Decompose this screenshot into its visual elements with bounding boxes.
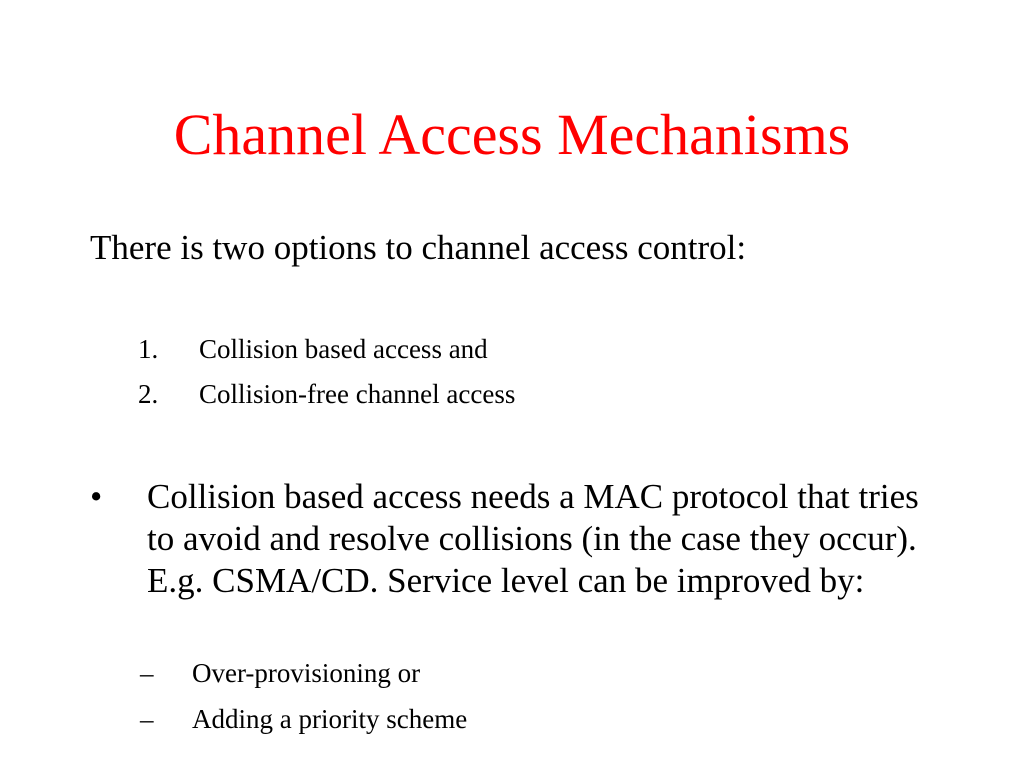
numbered-marker: 1. — [138, 334, 159, 364]
intro-text: There is two options to channel access control: — [90, 228, 747, 267]
dash-marker: – — [140, 658, 154, 688]
sub-item-1 — [140, 656, 740, 690]
bullet-text: Collision based access needs a MAC protocol that tries to avoid and resolve collisions (in the case they occur). E.g. CSMA/CD. Service level can be improved by: — [147, 477, 919, 600]
bullet-marker: • — [90, 477, 103, 516]
sub-item-text: Over-provisioning or — [192, 658, 421, 688]
slide-title: Channel Access Mechanisms — [173, 102, 851, 167]
numbered-marker: 2. — [138, 379, 159, 409]
numbered-text: Collision based access and — [199, 334, 488, 364]
numbered-item-1 — [138, 332, 738, 366]
numbered-item-2 — [138, 377, 738, 411]
numbered-text: Collision-free channel access — [199, 379, 516, 409]
sub-item-text: Adding a priority scheme — [192, 704, 468, 734]
dash-marker: – — [140, 704, 154, 734]
sub-item-2 — [140, 702, 740, 736]
